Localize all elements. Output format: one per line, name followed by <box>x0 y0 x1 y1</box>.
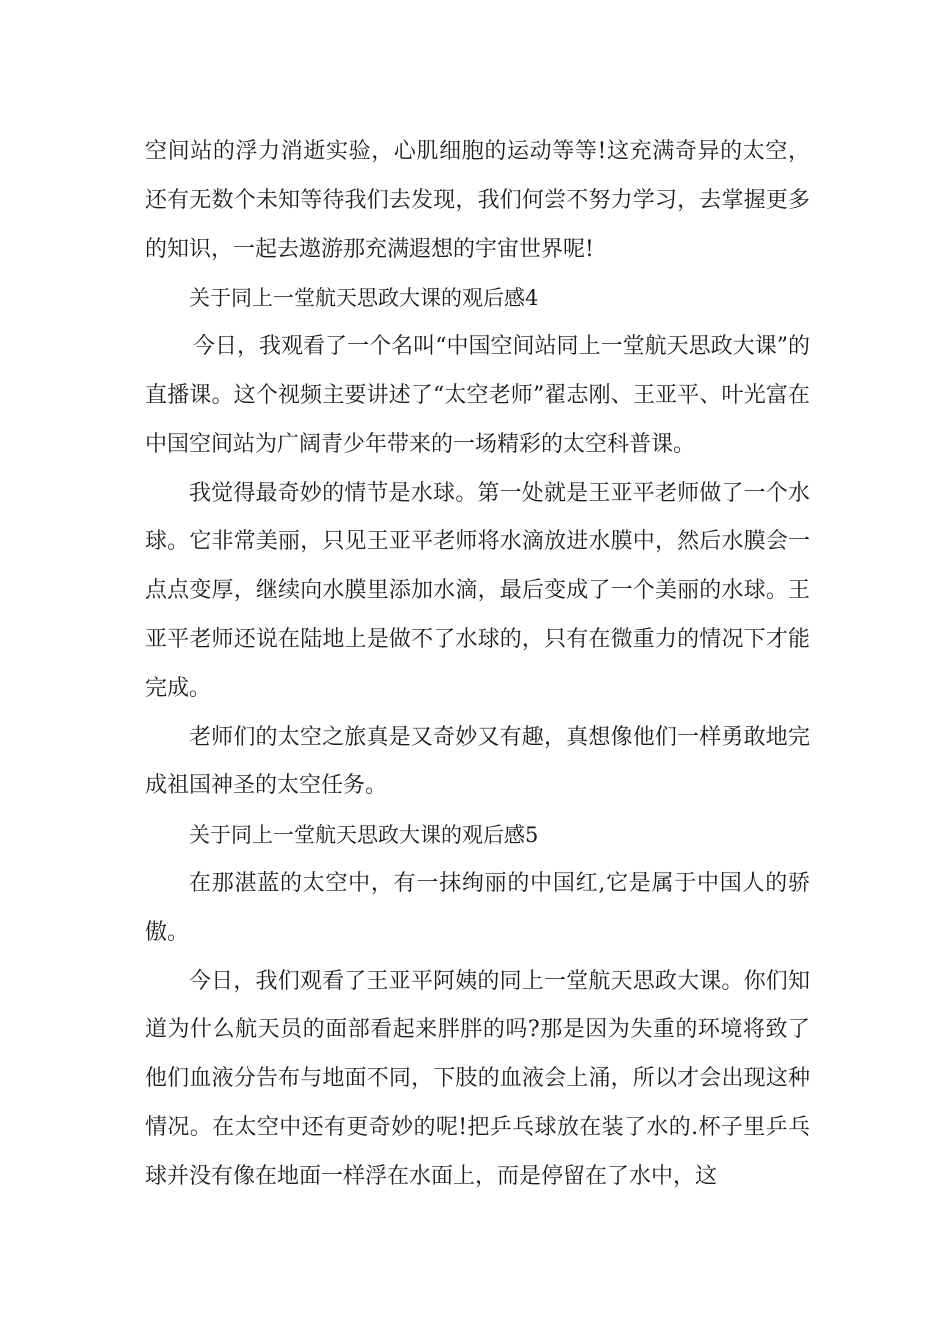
section-heading-5: 关于同上一堂航天思政大课的观后感5 <box>189 823 539 848</box>
paragraph-continuation: 空间站的浮力消逝实验，心肌细胞的运动等等!这充满奇异的太空，还有无数个未知等待我们去发现，我们何尝不努力学习，去掌握更多的知识，一起去遨游那充满遐想的宇宙世界呢! <box>145 139 810 262</box>
paragraph: 今日，我观看了一个名叫“中国空间站同上一堂航天思政大课”的直播课。这个视频主要讲述了“太空老师”翟志刚、王亚平、叶光富在中国空间站为广阔青少年带来的一场精彩的太空科普课。 <box>145 334 810 457</box>
document-body <box>145 128 810 1202</box>
paragraph: 我觉得最奇妙的情节是水球。第一处就是王亚平老师做了一个水球。它非常美丽，只见王亚平老师将水滴放进水膜中，然后水膜会一点点变厚，继续向水膜里添加水滴，最后变成了一个美丽的水球。王亚平老师还说在陆地上是做不了水球的，只有在微重力的情况下才能完成。 <box>145 480 810 701</box>
section-heading-4: 关于同上一堂航天思政大课的观后感4 <box>189 286 539 311</box>
paragraph: 在那湛蓝的太空中，有一抹绚丽的中国红,它是属于中国人的骄傲。 <box>145 870 810 945</box>
paragraph: 今日，我们观看了王亚平阿姨的同上一堂航天思政大课。你们知道为什么航天员的面部看起来胖胖的吗?那是因为失重的环境将致了他们血液分告布与地面不同，下肢的血液会上涌，所以才会出现这种情况。在太空中还有更奇妙的呢!把乒乓球放在装了水的.杯子里乒乓球并没有像在地面一样浮在水面上，而是停留在了水中，这 <box>145 968 810 1189</box>
paragraph: 老师们的太空之旅真是又奇妙又有趣，真想像他们一样勇敢地完成祖国神圣的太空任务。 <box>145 724 810 799</box>
